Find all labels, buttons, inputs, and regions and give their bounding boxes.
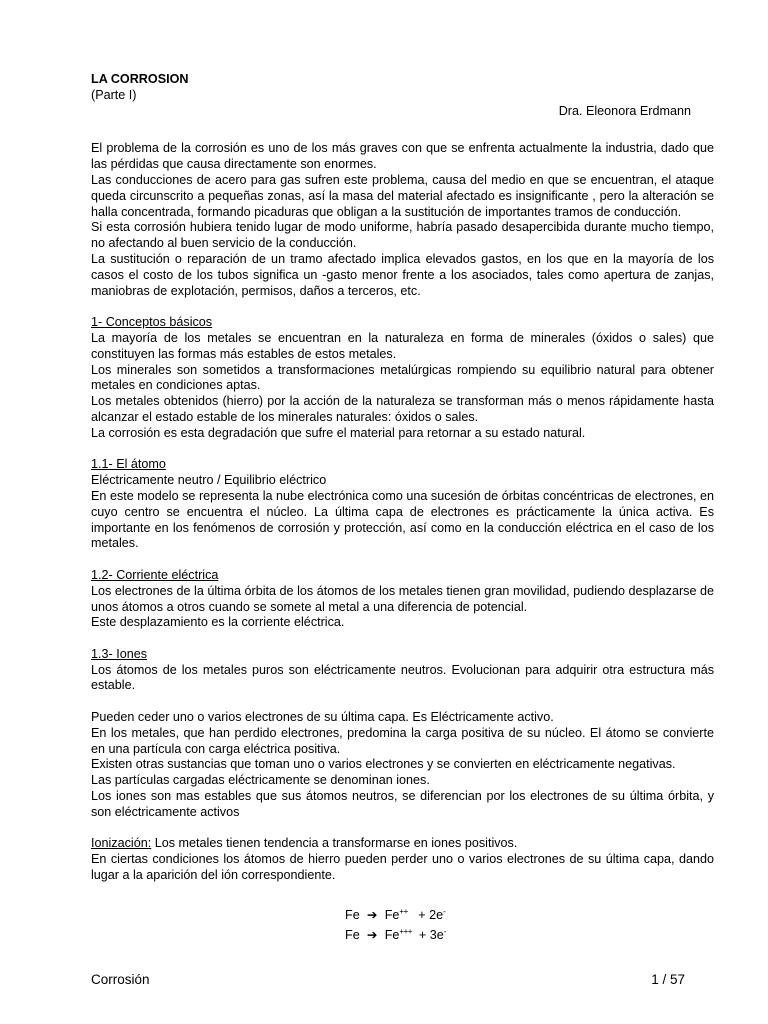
paragraph: Si esta corrosión hubiera tenido lugar de modo uniforme, habría pasado desapercibida durante mucho tiempo, no afectando al buen servicio de la conducción.	[91, 220, 714, 251]
section-ionizacion	[91, 836, 714, 883]
section-corriente-electrica	[91, 568, 714, 631]
equation-lhs: Fe	[345, 907, 360, 922]
section-heading: 1.2- Corriente eléctrica	[91, 567, 219, 582]
ion-charge: ++	[399, 906, 408, 916]
equation-block	[91, 904, 714, 944]
paragraph: Las conducciones de acero para gas sufren este problema, causa del medio en que se encuentran, el ataque queda circunscrito a pequeñas zonas, así la masa del material afectado es insignificante , pero la alteración se halla concentrada, formando picaduras que obligan a la sustitución de importantes tramos de conducción.	[91, 172, 714, 219]
paragraph: Las partículas cargadas eléctricamente se denominan iones.	[91, 773, 430, 788]
footer-title: Corrosión	[91, 972, 150, 987]
author-name: Dra. Eleonora Erdmann	[558, 103, 691, 118]
section-heading: 1.3- Iones	[91, 646, 148, 661]
paragraph: Los electrones de la última órbita de los átomos de los metales tienen gran movilidad, pudiendo desplazarse de unos átomos a otros cuando se somete al metal a una diferencia de potencial.	[91, 583, 714, 614]
equation-rhs: + 2e	[418, 907, 444, 922]
paragraph: Pueden ceder uno o varios electrones de su última capa. Es Eléctricamente activo.	[91, 710, 554, 725]
document-title: LA CORROSION	[91, 72, 189, 86]
document-page	[91, 72, 714, 943]
paragraph: La mayoría de los metales se encuentran en la naturaleza en forma de minerales (óxidos o sales) que constituyen las formas más estables de estos metales.	[91, 330, 714, 361]
equation-ion: Fe	[384, 927, 400, 942]
page-footer	[91, 972, 685, 988]
paragraph: En ciertas condiciones los átomos de hierro pueden perder uno o varios electrones de su última capa, dando lugar a la aparición del ión correspondiente.	[91, 852, 714, 883]
equation-ion: Fe	[384, 907, 400, 922]
ionizacion-line	[91, 836, 714, 852]
section-heading: 1.1- El átomo	[91, 457, 166, 472]
ionizacion-text: Los metales tienen tendencia a transformarse en iones positivos.	[151, 836, 518, 851]
page-number: 1 / 57	[651, 972, 685, 987]
section-iones	[91, 647, 714, 821]
arrow-right-icon: ➔	[366, 907, 378, 922]
paragraph: En este modelo se representa la nube electrónica como una sucesión de órbitas concéntricas de electrones, en cuyo centro se encuentra el núcleo. La última capa de electrones es prácticamente la única activa. Es importante en los fenómenos de corrosión y protección, así como en la conducción eléctrica en el caso de los metales.	[91, 488, 714, 551]
paragraph: Los minerales son sometidos a transformaciones metalúrgicas rompiendo su equilibrio natural para obtener metales en condiciones aptas.	[91, 362, 714, 393]
document-subtitle: (Parte I)	[91, 87, 137, 102]
arrow-right-icon: ➔	[366, 927, 378, 942]
paragraph: El problema de la corrosión es uno de los más graves con que se enfrenta actualmente la industria, dado que las pérdidas que causa directamente son enormes.	[91, 141, 714, 172]
paragraph: En los metales, que han perdido electrones, predomina la carga positiva de su núcleo. El átomo se convierte en una partícula con carga eléctrica positiva.	[91, 725, 714, 756]
paragraph: Los átomos de los metales puros son eléctricamente neutros. Evolucionan para adquirir otra estructura más estable.	[91, 662, 714, 693]
paragraph: Eléctricamente neutro / Equilibrio eléctrico	[91, 473, 327, 488]
paragraph: Este desplazamiento es la corriente eléctrica.	[91, 615, 345, 630]
electron-charge: -	[443, 906, 446, 916]
ion-charge: +++	[399, 926, 412, 936]
equation-lhs: Fe	[345, 927, 360, 942]
paragraph: Existen otras sustancias que toman uno o varios electrones y se convierten en eléctricamente negativas.	[91, 757, 676, 772]
section-heading: 1- Conceptos básicos	[91, 315, 213, 330]
electron-charge: -	[443, 926, 446, 936]
paragraph: La sustitución o reparación de un tramo afectado implica elevados gastos, en los que en la mayoría de los casos el costo de los tubos significa un -gasto menor frente a los asociados, tales como apertura de zanjas, maniobras de explotación, permisos, daños a terceros, etc.	[91, 251, 714, 298]
section-conceptos-basicos	[91, 315, 714, 441]
section-el-atomo	[91, 457, 714, 552]
equation-rhs: + 3e	[418, 927, 444, 942]
ionizacion-label: Ionización:	[91, 836, 152, 851]
paragraph: Los metales obtenidos (hierro) por la acción de la naturaleza se transforman más o menos rápidamente hasta alcanzar el estado estable de los minerales naturales: óxidos o sales.	[91, 394, 714, 424]
equation-fe2	[345, 904, 714, 924]
paragraph: Los iones son mas estables que sus átomos neutros, se diferencian por los electrones de su última órbita, y son eléctricamente activos	[91, 789, 714, 819]
intro-section	[91, 141, 714, 299]
paragraph: La corrosión es esta degradación que sufre el material para retornar a su estado natural.	[91, 425, 586, 440]
equation-fe3	[345, 924, 714, 944]
